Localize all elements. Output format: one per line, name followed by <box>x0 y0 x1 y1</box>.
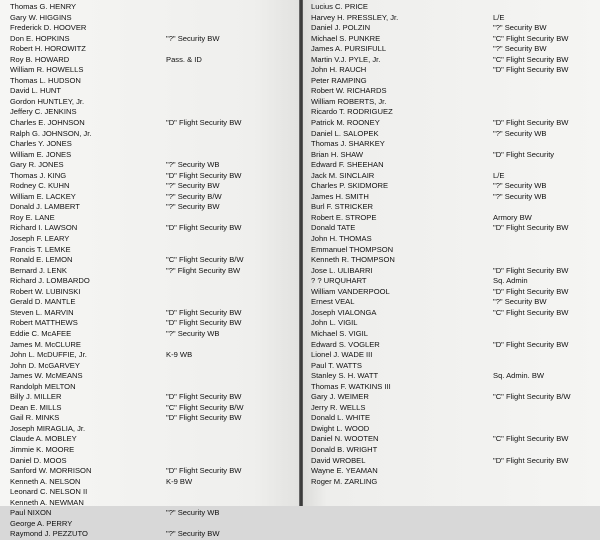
roster-name: Ricardo T. RODRIGUEZ <box>311 107 393 117</box>
roster-row <box>0 245 299 256</box>
roster-name: Robert W. RICHARDS <box>311 86 387 96</box>
roster-row <box>303 255 600 266</box>
roster-row <box>0 118 299 129</box>
roster-row <box>303 160 600 171</box>
roster-name: John L. McDUFFIE, Jr. <box>10 350 87 360</box>
roster-name: Donald B. WRIGHT <box>311 444 378 454</box>
roster-assignment: "D" Flight Security BW <box>166 318 242 328</box>
roster-name: Stanley S. H. WATT <box>311 371 379 381</box>
roster-assignment: "C" Flight Security BW <box>493 307 569 317</box>
roster-name: Burl F. STRICKER <box>311 202 374 212</box>
roster-name: Joseph VIALONGA <box>311 307 377 317</box>
roster-row <box>0 477 299 488</box>
roster-assignment: "?" Security WB <box>166 508 220 518</box>
roster-row <box>303 76 600 87</box>
roster-assignment: Armory BW <box>493 212 532 222</box>
roster-name: Claude A. MOBLEY <box>10 434 77 444</box>
roster-row <box>0 2 299 13</box>
roster-row <box>303 171 600 182</box>
roster-name: Richard I. LAWSON <box>10 223 78 233</box>
roster-row <box>0 392 299 403</box>
roster-assignment: "D" Flight Security BW <box>493 455 569 465</box>
roster-name: Emmanuel THOMPSON <box>311 244 394 254</box>
roster-assignment: "D" Flight Security BW <box>166 307 242 317</box>
roster-name: James M. McCLURE <box>10 339 81 349</box>
roster-name: Billy J. MILLER <box>10 392 62 402</box>
roster-name: Gordon HUNTLEY, Jr. <box>10 96 85 106</box>
roster-row <box>0 107 299 118</box>
roster-name: John L. VIGIL <box>311 318 358 328</box>
roster-name: Sanford W. MORRISON <box>10 466 92 476</box>
left-roster-list <box>0 2 299 540</box>
roster-assignment: Sq. Admin. BW <box>493 371 545 381</box>
roster-row <box>0 255 299 266</box>
roster-assignment: "?" Security BW <box>166 202 220 212</box>
roster-name: Daniel N. WOOTEN <box>311 434 379 444</box>
roster-assignment: "?" Security BW <box>493 297 547 307</box>
roster-row <box>303 466 600 477</box>
roster-name: ? ? URQUHART <box>311 276 367 286</box>
roster-name: Thomas L. HUDSON <box>10 75 81 85</box>
roster-name: Rodney C. KUHN <box>10 181 70 191</box>
roster-assignment: "D" Flight Security BW <box>493 223 569 233</box>
roster-row <box>303 329 600 340</box>
roster-assignment: "C" Flight Security B/W <box>166 255 244 265</box>
roster-row <box>303 192 600 203</box>
roster-name: William R. HOWELLS <box>10 65 84 75</box>
roster-name: Charles E. JOHNSON <box>10 118 85 128</box>
roster-row <box>0 456 299 467</box>
roster-name: Ernest VEAL <box>311 297 355 307</box>
roster-name: Joseph MIRAGLIA, Jr. <box>10 423 86 433</box>
roster-name: Gary R. JONES <box>10 160 64 170</box>
roster-assignment: "?" Security WB <box>166 328 220 338</box>
roster-row <box>0 329 299 340</box>
roster-name: Gerald D. MANTLE <box>10 297 76 307</box>
roster-assignment: Pass. & ID <box>166 54 202 64</box>
roster-name: Patrick M. ROONEY <box>311 118 380 128</box>
roster-row <box>303 44 600 55</box>
roster-name: Daniel J. POLZIN <box>311 23 371 33</box>
roster-row <box>0 487 299 498</box>
roster-assignment: "?" Security WB <box>493 128 547 138</box>
roster-name: John H. RAUCH <box>311 65 367 75</box>
roster-assignment: "C" Flight Security BW <box>493 33 569 43</box>
roster-row <box>0 213 299 224</box>
roster-name: Charles Y. JONES <box>10 139 72 149</box>
roster-assignment: "D" Flight Security BW <box>166 170 242 180</box>
roster-row <box>303 234 600 245</box>
roster-row <box>0 13 299 24</box>
roster-name: David L. HUNT <box>10 86 62 96</box>
roster-name: Frederick D. HOOVER <box>10 23 87 33</box>
roster-name: James W. McMEANS <box>10 371 83 381</box>
roster-row <box>0 403 299 414</box>
roster-row <box>0 139 299 150</box>
roster-name: William E. JONES <box>10 149 72 159</box>
roster-row <box>0 529 299 540</box>
roster-name: James H. SMITH <box>311 191 369 201</box>
roster-row <box>303 361 600 372</box>
roster-row <box>303 97 600 108</box>
roster-row <box>303 65 600 76</box>
roster-row <box>0 445 299 456</box>
roster-name: Gary J. WEIMER <box>311 392 369 402</box>
roster-name: Steven L. MARVIN <box>10 307 74 317</box>
roster-name: Robert MATTHEWS <box>10 318 78 328</box>
roster-assignment: K-9 WB <box>166 350 193 360</box>
roster-name: Donald L. WHITE <box>311 413 371 423</box>
roster-assignment: "?" Security B/W <box>166 191 222 201</box>
roster-name: Dean E. MILLS <box>10 402 62 412</box>
roster-name: Jerry R. WELLS <box>311 402 366 412</box>
roster-row <box>0 424 299 435</box>
roster-name: John D. McGARVEY <box>10 360 80 370</box>
roster-name: Ralph G. JOHNSON, Jr. <box>10 128 92 138</box>
roster-row <box>0 223 299 234</box>
roster-row <box>303 202 600 213</box>
roster-assignment: "D" Flight Security BW <box>166 223 242 233</box>
roster-assignment: "D" Flight Security BW <box>166 118 242 128</box>
roster-row <box>0 508 299 519</box>
roster-row <box>303 392 600 403</box>
roster-assignment: L/E <box>493 12 505 22</box>
roster-row <box>0 234 299 245</box>
roster-name: Jeffery C. JENKINS <box>10 107 77 117</box>
roster-row <box>303 456 600 467</box>
roster-name: Thomas J. KING <box>10 170 67 180</box>
roster-row <box>303 118 600 129</box>
roster-name: Thomas G. HENRY <box>10 2 77 11</box>
roster-name: Robert E. STROPE <box>311 212 377 222</box>
roster-name: Harvey H. PRESSLEY, Jr. <box>311 12 399 22</box>
roster-row <box>303 382 600 393</box>
roster-assignment: "C" Flight Security B/W <box>493 392 571 402</box>
roster-row <box>303 403 600 414</box>
roster-name: Lucius C. PRICE <box>311 2 368 11</box>
roster-name: Edward F. SHEEHAN <box>311 160 384 170</box>
roster-assignment: "D" Flight Security BW <box>166 392 242 402</box>
roster-row <box>0 171 299 182</box>
roster-name: Paul NIXON <box>10 508 52 518</box>
roster-assignment: "D" Flight Security BW <box>493 286 569 296</box>
roster-row <box>0 371 299 382</box>
roster-row <box>0 466 299 477</box>
roster-assignment: "?" Security WB <box>166 160 220 170</box>
roster-name: Edward S. VOGLER <box>311 339 380 349</box>
roster-row <box>0 297 299 308</box>
roster-name: David WROBEL <box>311 455 366 465</box>
roster-name: Don E. HOPKINS <box>10 33 70 43</box>
roster-row <box>303 445 600 456</box>
roster-name: Ronald E. LEMON <box>10 255 73 265</box>
roster-name: Thomas F. WATKINS III <box>311 381 391 391</box>
roster-name: Gary W. HIGGINS <box>10 12 72 22</box>
roster-row <box>0 65 299 76</box>
roster-row <box>303 150 600 161</box>
roster-name: Randolph MELTON <box>10 381 76 391</box>
roster-assignment: "?" Security BW <box>493 23 547 33</box>
roster-row <box>303 371 600 382</box>
roster-row <box>303 266 600 277</box>
roster-row <box>0 55 299 66</box>
roster-row <box>0 308 299 319</box>
roster-name: Raymond J. PEZZUTO <box>10 529 88 539</box>
roster-assignment: "D" Flight Security BW <box>493 339 569 349</box>
roster-name: Martin V.J. PYLE, Jr. <box>311 54 381 64</box>
roster-row <box>0 192 299 203</box>
roster-name: Michael S. PUNKRE <box>311 33 381 43</box>
roster-name: Richard J. LOMBARDO <box>10 276 90 286</box>
roster-name: Charles P. SKIDMORE <box>311 181 389 191</box>
left-page <box>0 0 299 539</box>
roster-row <box>303 477 600 488</box>
roster-name: Daniel D. MOOS <box>10 455 67 465</box>
roster-name: James A. PURSIFULL <box>311 44 387 54</box>
roster-name: Peter RAMPING <box>311 75 367 85</box>
roster-name: Kenneth R. THOMPSON <box>311 255 395 265</box>
roster-row <box>0 276 299 287</box>
roster-row <box>0 340 299 351</box>
roster-row <box>0 318 299 329</box>
roster-row <box>303 139 600 150</box>
roster-name: Robert H. HOROWITZ <box>10 44 86 54</box>
roster-name: Gail R. MINKS <box>10 413 60 423</box>
roster-row <box>303 340 600 351</box>
roster-row <box>0 76 299 87</box>
roster-row <box>0 361 299 372</box>
roster-row <box>0 34 299 45</box>
roster-assignment: "?" Security WB <box>493 191 547 201</box>
roster-name: Kenneth A. NELSON <box>10 476 81 486</box>
right-roster-list <box>303 2 600 487</box>
roster-assignment: "?" Security BW <box>166 181 220 191</box>
roster-name: Dwight L. WOOD <box>311 423 370 433</box>
roster-row <box>303 308 600 319</box>
roster-name: Robert W. LUBINSKI <box>10 286 81 296</box>
roster-row <box>0 160 299 171</box>
roster-assignment: "?" Security WB <box>493 181 547 191</box>
roster-row <box>0 434 299 445</box>
roster-assignment: "?" Security BW <box>166 529 220 539</box>
roster-name: Bernard J. LENK <box>10 265 67 275</box>
roster-row <box>303 350 600 361</box>
roster-name: Leonard C. NELSON II <box>10 487 88 497</box>
roster-row <box>0 382 299 393</box>
roster-row <box>0 86 299 97</box>
roster-name: Joseph F. LEARY <box>10 234 70 244</box>
roster-assignment: "D" Flight Security BW <box>493 118 569 128</box>
roster-name: Paul T. WATTS <box>311 360 362 370</box>
roster-row <box>0 44 299 55</box>
roster-assignment: K-9 BW <box>166 476 193 486</box>
roster-row <box>303 245 600 256</box>
roster-row <box>303 434 600 445</box>
roster-name: Wayne E. YEAMAN <box>311 466 378 476</box>
roster-row <box>0 150 299 161</box>
roster-assignment: "D" Flight Security <box>493 149 555 159</box>
roster-assignment: Sq. Admin <box>493 276 528 286</box>
roster-assignment: "C" Flight Security BW <box>493 434 569 444</box>
roster-name: Roy E. LANE <box>10 212 55 222</box>
roster-assignment: "C" Flight Security BW <box>493 54 569 64</box>
roster-row <box>303 213 600 224</box>
roster-row <box>0 23 299 34</box>
roster-assignment: "D" Flight Security BW <box>166 466 242 476</box>
roster-row <box>303 424 600 435</box>
roster-name: Francis T. LEMKE <box>10 244 71 254</box>
roster-row <box>303 13 600 24</box>
roster-row <box>0 181 299 192</box>
roster-row <box>0 202 299 213</box>
roster-name: Roger M. ZARLING <box>311 476 378 486</box>
roster-name: Donald TATE <box>311 223 356 233</box>
roster-row <box>303 129 600 140</box>
roster-name: Roy B. HOWARD <box>10 54 70 64</box>
roster-name: Thomas J. SHARKEY <box>311 139 385 149</box>
roster-row <box>303 297 600 308</box>
roster-name: William ROBERTS, Jr. <box>311 96 387 106</box>
roster-row <box>0 266 299 277</box>
roster-name: Jose L. ULIBARRI <box>311 265 373 275</box>
roster-name: Kenneth A. NEWMAN <box>10 497 84 507</box>
roster-name: Brian H. SHAW <box>311 149 364 159</box>
roster-name: William VANDERPOOL <box>311 286 390 296</box>
roster-row <box>303 55 600 66</box>
roster-row <box>303 276 600 287</box>
roster-assignment: "D" Flight Security BW <box>166 413 242 423</box>
roster-row <box>0 287 299 298</box>
roster-name: John H. THOMAS <box>311 234 372 244</box>
roster-row <box>0 498 299 509</box>
roster-row <box>0 129 299 140</box>
roster-assignment: "D" Flight Security BW <box>493 65 569 75</box>
roster-row <box>303 223 600 234</box>
roster-name: Michael S. VIGIL <box>311 328 368 338</box>
roster-name: Jack M. SINCLAIR <box>311 170 375 180</box>
roster-row <box>0 413 299 424</box>
roster-row <box>303 181 600 192</box>
roster-row <box>0 519 299 530</box>
roster-name: Lionel J. WADE III <box>311 350 373 360</box>
roster-row <box>0 97 299 108</box>
roster-name: William E. LACKEY <box>10 191 76 201</box>
roster-row <box>303 107 600 118</box>
roster-assignment: L/E <box>493 170 505 180</box>
roster-assignment: "D" Flight Security BW <box>493 265 569 275</box>
roster-row <box>303 287 600 298</box>
roster-assignment: "C" Flight Security B/W <box>166 402 244 412</box>
roster-row <box>303 2 600 13</box>
roster-row <box>303 413 600 424</box>
roster-row <box>303 23 600 34</box>
roster-row <box>303 86 600 97</box>
roster-name: Daniel L. SALOPEK <box>311 128 379 138</box>
roster-row <box>303 318 600 329</box>
roster-name: Donald J. LAMBERT <box>10 202 80 212</box>
roster-name: George A. PERRY <box>10 518 73 528</box>
right-page <box>303 0 600 506</box>
roster-name: Eddie C. McAFEE <box>10 328 72 338</box>
roster-assignment: "?" Security BW <box>493 44 547 54</box>
roster-assignment: "?" Security BW <box>166 33 220 43</box>
roster-row <box>0 350 299 361</box>
roster-name: Jimmie K. MOORE <box>10 444 75 454</box>
roster-assignment: "?" Flight Security BW <box>166 265 241 275</box>
roster-row <box>303 34 600 45</box>
